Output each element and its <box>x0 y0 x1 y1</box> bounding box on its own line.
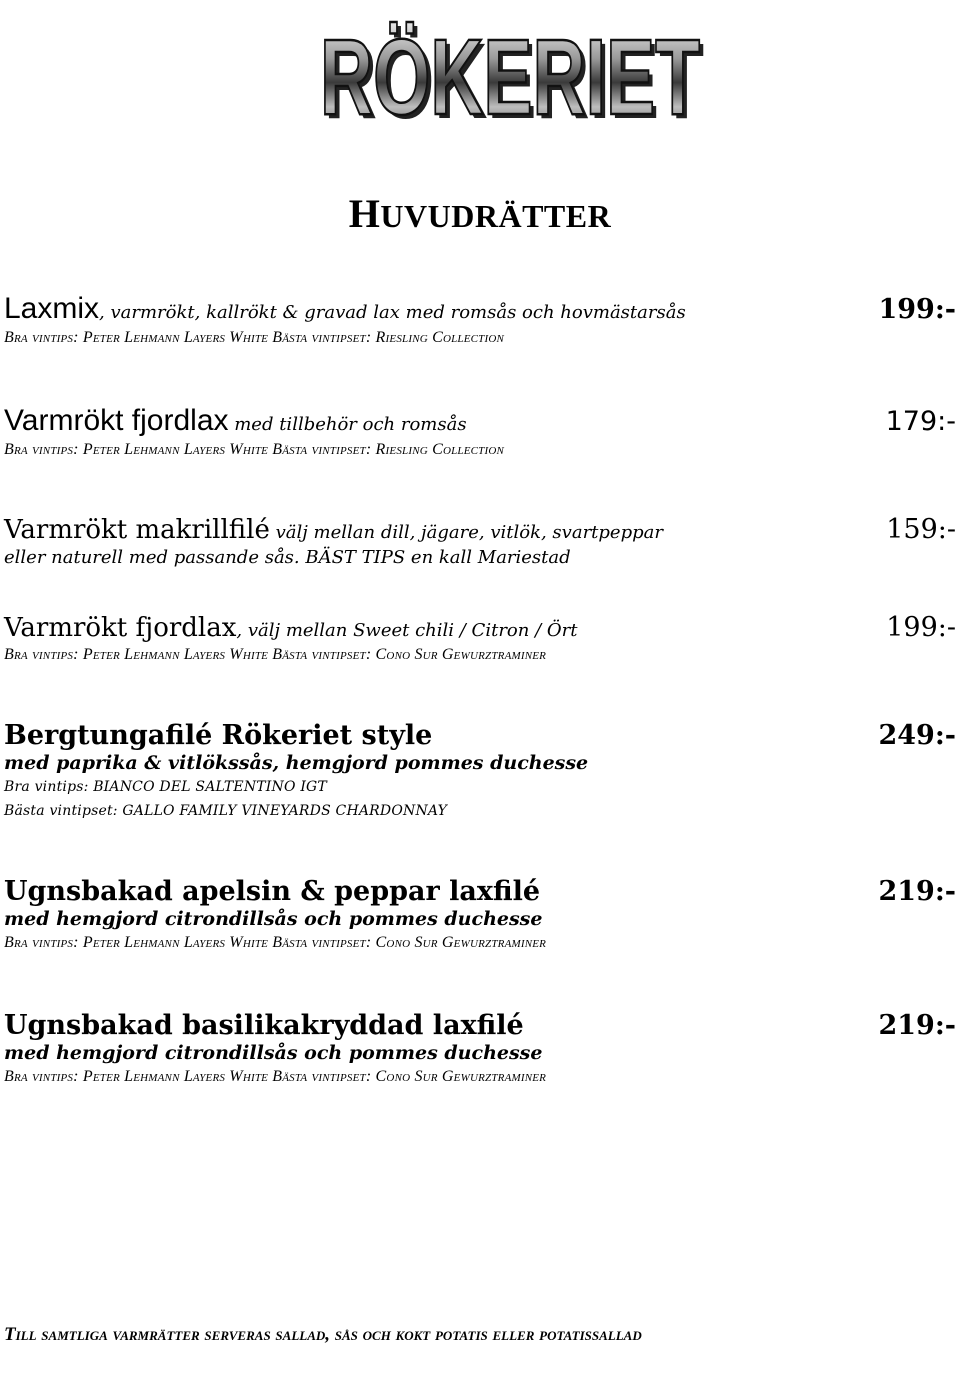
wine-tip: Bra vintips: Peter Lehmann Layers White Bästa vintipset: Cono Sur Gewurztraminer <box>4 934 547 951</box>
dish-name: Varmrökt makrillfilé <box>4 515 270 545</box>
dish-name: Varmrökt fjordlax <box>4 613 237 643</box>
dish-subtitle: med hemgjord citrondillsås och pommes duchesse <box>4 908 543 930</box>
wine-tip-best: Bästa vintipset: GALLO FAMILY VINEYARDS CHARDONNAY <box>4 803 448 819</box>
dish-price: 199:- <box>878 294 956 325</box>
dish-price: 159:- <box>886 514 956 545</box>
dish-description: , varmrökt, kallrökt & gravad lax med romsås och hovmästarsås <box>99 302 686 323</box>
dish-subtitle: med hemgjord citrondillsås och pommes duchesse <box>4 1042 543 1064</box>
dish-item <box>4 514 956 571</box>
heading-rest: UVUDRÄTTER <box>380 198 612 234</box>
heading-initial: H <box>348 191 381 236</box>
logo-shadow: RÖKERIET <box>324 20 704 128</box>
wine-tip: Bra vintips: Peter Lehmann Layers White Bästa vintipset: Cono Sur Gewurztraminer <box>4 646 547 663</box>
dish-description: , välj mellan Sweet chili / Citron / Ört <box>236 620 578 641</box>
dish-price: 219:- <box>878 1010 956 1041</box>
dish-name: Laxmix <box>4 292 100 325</box>
dish-price: 249:- <box>878 720 956 751</box>
wine-tip: Bra vintips: Peter Lehmann Layers White Bästa vintipset: Cono Sur Gewurztraminer <box>4 1068 547 1085</box>
dish-price: 219:- <box>878 876 956 907</box>
dish-item <box>4 612 956 667</box>
dish-item <box>4 876 956 955</box>
dish-item <box>4 720 956 823</box>
dish-price: 179:- <box>885 406 956 437</box>
dish-description-continued: eller naturell med passande sås. BÄST TIPS en kall Mariestad <box>4 547 571 568</box>
dish-name: Varmrökt fjordlax <box>4 404 229 437</box>
dish-name: Bergtungafilé Rökeriet style <box>4 720 433 751</box>
footer-note: Till samtliga varmrätter serveras sallad, sås och kokt potatis eller potatissallad <box>4 1324 642 1345</box>
dish-description: med tillbehör och romsås <box>228 414 467 435</box>
restaurant-logo <box>312 16 708 128</box>
dish-description: välj mellan dill, jägare, vitlök, svartpeppar <box>269 522 663 543</box>
wine-tip: Bra vintips: Peter Lehmann Layers White Bästa vintipset: Riesling Collection <box>4 441 505 458</box>
logo-text: RÖKERIET <box>320 16 700 128</box>
dish-item <box>4 404 956 462</box>
dish-name: Ugnsbakad apelsin & peppar laxfilé <box>4 876 541 907</box>
logo-graphic <box>312 16 708 128</box>
dish-item <box>4 292 956 350</box>
section-heading <box>0 190 960 237</box>
dish-price: 199:- <box>886 612 956 643</box>
dish-name: Ugnsbakad basilikakryddad laxfilé <box>4 1010 524 1041</box>
wine-tip: Bra vintips: BIANCO DEL SALTENTINO IGT <box>4 779 327 795</box>
dish-item <box>4 1010 956 1089</box>
wine-tip: Bra vintips: Peter Lehmann Layers White Bästa vintipset: Riesling Collection <box>4 329 505 346</box>
dish-subtitle: med paprika & vitlökssås, hemgjord pommes duchesse <box>4 752 589 774</box>
